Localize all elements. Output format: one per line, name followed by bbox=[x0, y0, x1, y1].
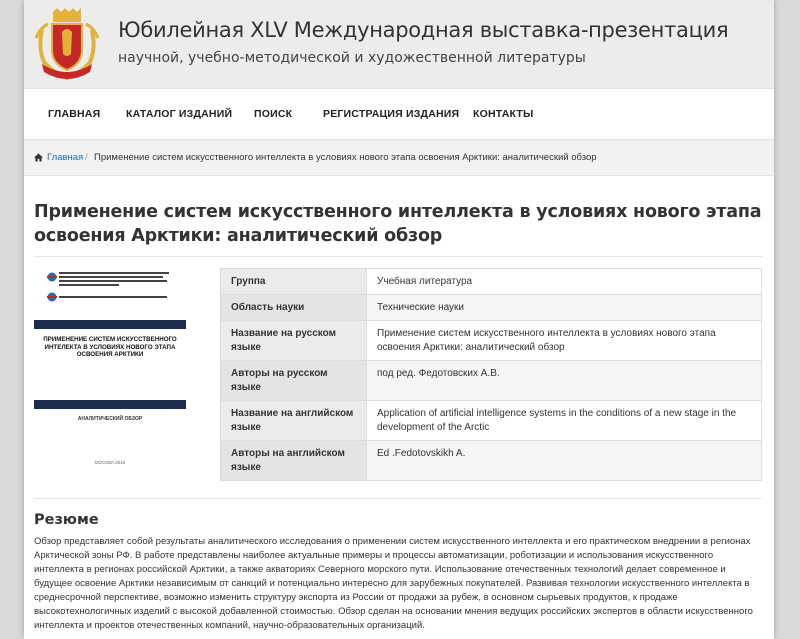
nav-item-home[interactable]: ГЛАВНАЯ bbox=[48, 108, 101, 120]
site-header bbox=[24, 0, 774, 88]
row-key: Авторы на английском языке bbox=[221, 441, 367, 481]
home-icon bbox=[34, 153, 43, 162]
abstract-text: Обзор представляет собой результаты аналитического исследования о применении систем искусственного интеллекта и его практическом внедрении в регионах Арктической зоны РФ. В работе представлены наиболее актуальные примеры и процессы автоматизации, роботизации и использования искусственного интеллекта в регионах российской Арктики, а также акваториях Северного морского пути. Использование отечественных технологий делает современное и будущее освоение Арктики независимым от санкций и потенциально интересно для зарубежных покупателей. Развивая технологии искусственного интеллекта в среднесрочной перспективе, возможно изменить структуру экспорта из России от продажи за рубеж, в основном сырьевых продуктов, к продаже высокотехнологичных изделий с высокой добавленной стоимостью. Обзор сделан на основании мнения ведущих российских экспертов в области искусственного интеллекта и проектов отечественных компаний, научно-образовательных организаций. bbox=[34, 536, 753, 631]
site-subtitle: научной, учебно-методической и художественной литературы bbox=[118, 50, 586, 66]
cover-bottom-bar bbox=[34, 400, 186, 409]
emblem-logo[interactable] bbox=[34, 8, 100, 80]
partner-logo-icon bbox=[46, 292, 58, 302]
row-value: Применение систем искусственного интеллекта в условиях нового этапа освоения Арктики: аналитический обзор bbox=[367, 321, 762, 361]
table-row bbox=[221, 401, 762, 441]
breadcrumb-home-link[interactable]: Главная bbox=[47, 152, 84, 163]
divider bbox=[34, 498, 762, 499]
book-cover-image[interactable] bbox=[34, 268, 186, 470]
details-table bbox=[220, 268, 762, 481]
row-value: Ed .Fedotovskikh A. bbox=[367, 441, 762, 481]
table-row bbox=[221, 295, 762, 321]
cover-year: МОСКВА 2019 bbox=[94, 460, 126, 465]
cover-union-text-line bbox=[59, 296, 167, 298]
cover-top-bar bbox=[34, 320, 186, 329]
row-key: Название на английском языке bbox=[221, 401, 367, 441]
row-value: Технические науки bbox=[367, 295, 762, 321]
abstract-heading: Резюме bbox=[34, 512, 99, 528]
main-nav bbox=[24, 88, 774, 140]
row-key: Название на русском языке bbox=[221, 321, 367, 361]
row-key: Область науки bbox=[221, 295, 367, 321]
breadcrumb-separator: / bbox=[85, 152, 88, 163]
table-row bbox=[221, 441, 762, 481]
page bbox=[24, 0, 774, 639]
row-value: под ред. Федотовских А.В. bbox=[367, 361, 762, 401]
nav-item-contacts[interactable]: КОНТАКТЫ bbox=[473, 108, 534, 120]
cover-org-text-lines bbox=[59, 272, 169, 286]
table-row bbox=[221, 361, 762, 401]
site-title: Юбилейная XLV Международная выставка-презентация bbox=[118, 18, 729, 42]
table-row bbox=[221, 321, 762, 361]
cover-title: ПРИМЕНЕНИЕ СИСТЕМ ИСКУССТВЕННОГО ИНТЕЛЕКТА В УСЛОВИЯХ НОВОГО ЭТАПА ОСВОЕНИЯ АРКТИКИ bbox=[43, 336, 177, 359]
breadcrumb-current: Применение систем искусственного интеллекта в условиях нового этапа освоения Арктики: аналитический обзор bbox=[94, 152, 597, 163]
table-row bbox=[221, 269, 762, 295]
divider bbox=[34, 256, 762, 257]
nav-item-catalog[interactable]: КАТАЛОГ ИЗДАНИЙ bbox=[126, 108, 233, 120]
nav-item-registration[interactable]: РЕГИСТРАЦИЯ ИЗДАНИЯ bbox=[323, 108, 460, 120]
row-key: Группа bbox=[221, 269, 367, 295]
cover-subtitle: АНАЛИТИЧЕСКИЙ ОБЗОР bbox=[77, 416, 143, 422]
breadcrumb bbox=[24, 140, 774, 176]
nav-item-search[interactable]: ПОИСК bbox=[254, 108, 293, 120]
row-value: Application of artificial intelligence systems in the conditions of a new stage in the development of the Arctic bbox=[367, 401, 762, 441]
row-value: Учебная литература bbox=[367, 269, 762, 295]
publisher-logo-icon bbox=[46, 272, 58, 282]
page-title: Применение систем искусственного интеллекта в условиях нового этапа освоения Арктики: аналитический обзор bbox=[34, 202, 762, 246]
row-key: Авторы на русском языке bbox=[221, 361, 367, 401]
